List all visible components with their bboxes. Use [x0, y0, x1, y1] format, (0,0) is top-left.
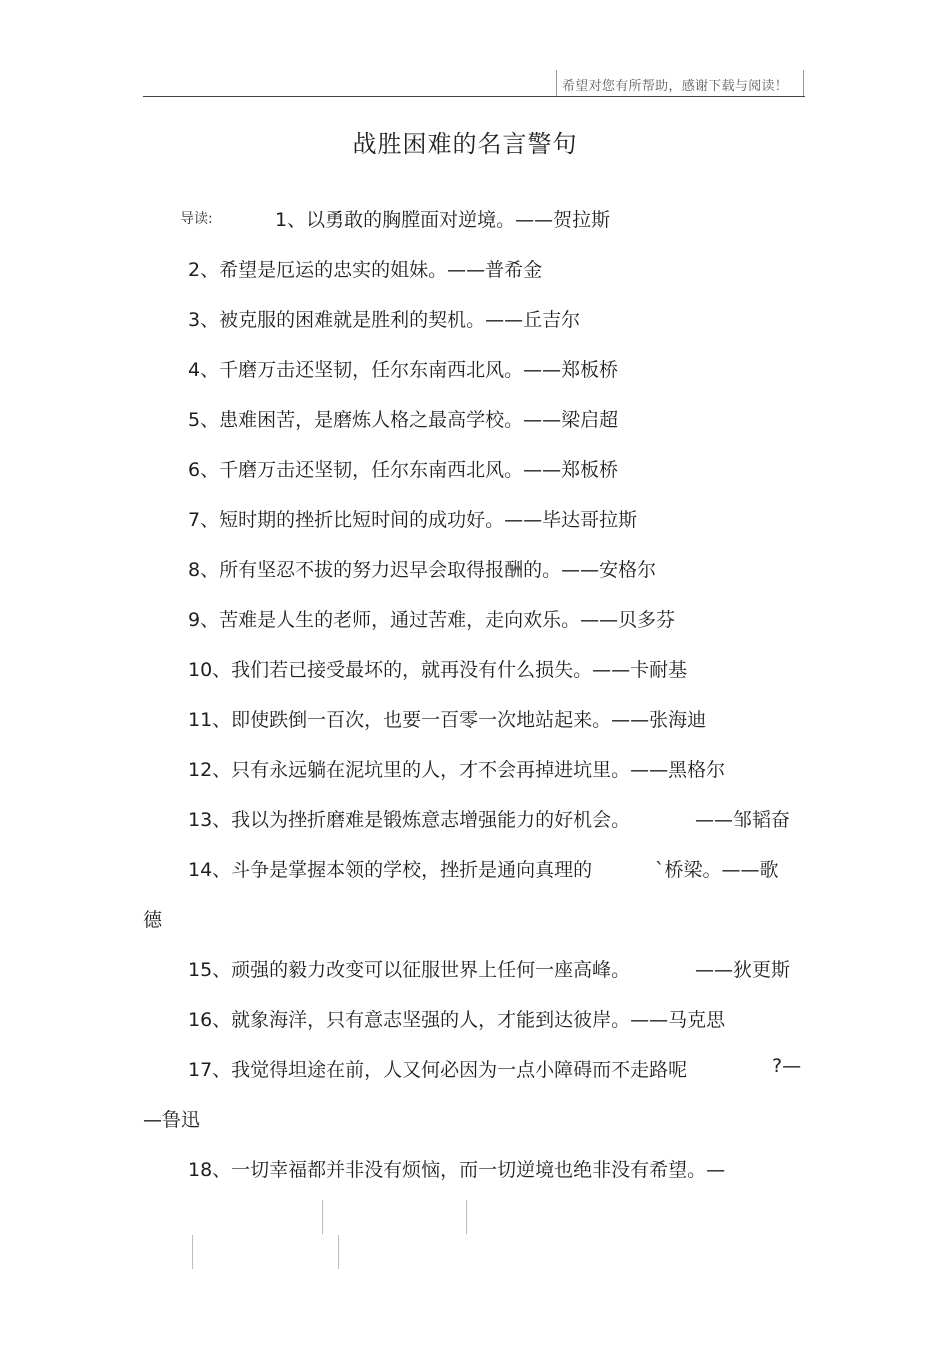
quote-line: 12、只有永远躺在泥坑里的人，才不会再掉进坑里。——黑格尔: [188, 759, 726, 781]
quote-line-wrap: 德: [143, 909, 163, 931]
lead-label: 导读:: [180, 211, 213, 227]
quote-line: 3、被克服的困难就是胜利的契机。——丘吉尔: [188, 309, 581, 331]
header-note-box: [556, 70, 804, 97]
quote-line: 16、就象海洋，只有意志坚强的人，才能到达彼岸。——马克思: [188, 1009, 726, 1031]
quote-line-continued: ?—: [772, 1055, 802, 1077]
scan-artifact-line: [192, 1235, 193, 1269]
quote-line: 7、短时期的挫折比短时间的成功好。——毕达哥拉斯: [188, 509, 638, 531]
scan-artifact-line: [322, 1200, 323, 1234]
quote-line: 1、以勇敢的胸膛面对逆境。——贺拉斯: [275, 209, 611, 231]
page-title: 战胜困难的名言警句: [352, 130, 578, 158]
quote-attribution: ——狄更斯: [695, 959, 791, 981]
quote-line: 18、一切幸福都并非没有烦恼，而一切逆境也绝非没有希望。—: [188, 1159, 726, 1181]
quote-line: 4、千磨万击还坚韧，任尔东南西北风。——郑板桥: [188, 359, 619, 381]
quote-line: 5、患难困苦，是磨炼人格之最高学校。——梁启超: [188, 409, 619, 431]
quote-line: 14、斗争是掌握本领的学校，挫折是通向真理的: [188, 859, 593, 881]
quote-line: 17、我觉得坦途在前，人又何必因为一点小障碍而不走路呢: [188, 1059, 688, 1081]
quote-line: 10、我们若已接受最坏的，就再没有什么损失。——卡耐基: [188, 659, 688, 681]
scan-artifact-line: [338, 1235, 339, 1269]
quote-line: 2、希望是厄运的忠实的姐妹。——普希金: [188, 259, 543, 281]
quote-line: 9、苦难是人生的老师，通过苦难，走向欢乐。——贝多芬: [188, 609, 676, 631]
quote-attribution: ——邹韬奋: [695, 809, 791, 831]
quote-line: 6、千磨万击还坚韧，任尔东南西北风。——郑板桥: [188, 459, 619, 481]
quote-line: 15、顽强的毅力改变可以征服世界上任何一座高峰。: [188, 959, 631, 981]
quote-line: 13、我以为挫折磨难是锻炼意志增强能力的好机会。: [188, 809, 631, 831]
quote-line: 8、所有坚忍不拔的努力迟早会取得报酬的。——安格尔: [188, 559, 657, 581]
header-note: 希望对您有所帮助，感谢下载与阅读！: [562, 79, 789, 94]
header-divider: [143, 96, 805, 97]
quote-line: 11、即使跌倒一百次，也要一百零一次地站起来。——张海迪: [188, 709, 707, 731]
scan-artifact-line: [466, 1200, 467, 1234]
quote-line-wrap: —鲁迅: [143, 1109, 201, 1131]
quote-line-continued: `桥梁。——歌: [655, 859, 779, 881]
